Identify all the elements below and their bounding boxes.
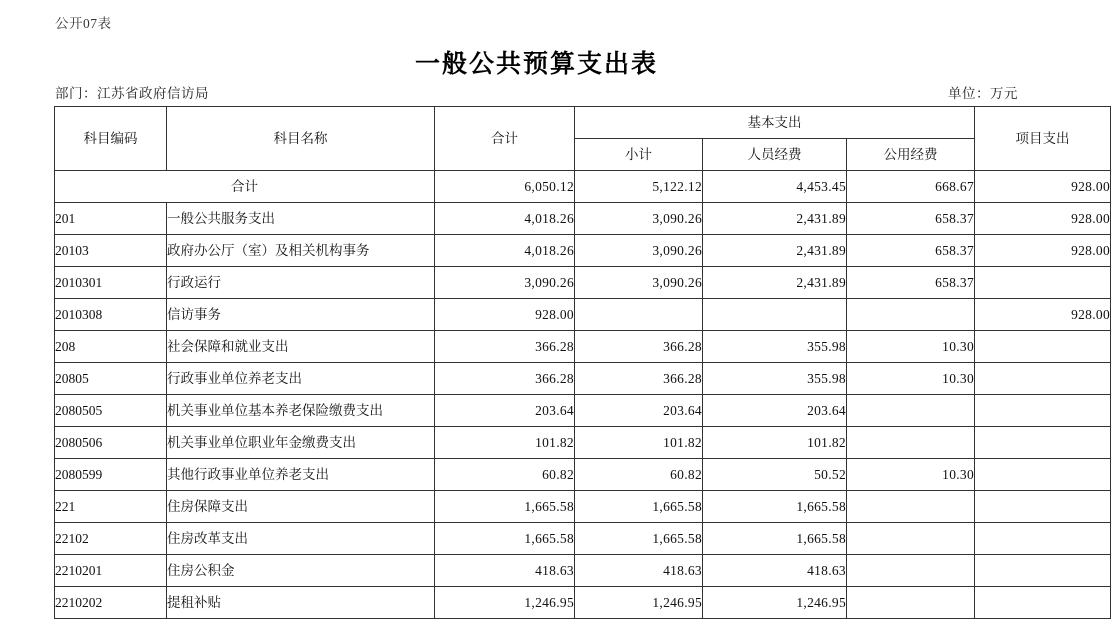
row-project [975, 363, 1111, 395]
row-basic-subtotal: 1,665.58 [575, 523, 703, 555]
row-total: 366.28 [435, 363, 575, 395]
row-basic-subtotal: 60.82 [575, 459, 703, 491]
table-row [55, 555, 1111, 587]
row-total: 366.28 [435, 331, 575, 363]
table-row [55, 171, 1111, 203]
header-total: 合计 [435, 107, 575, 171]
row-project: 928.00 [975, 203, 1111, 235]
row-public: 658.37 [847, 235, 975, 267]
header-name: 科目名称 [167, 107, 435, 171]
row-code: 201 [55, 203, 167, 235]
row-project: 928.00 [975, 171, 1111, 203]
row-project [975, 459, 1111, 491]
row-name: 机关事业单位基本养老保险缴费支出 [167, 395, 435, 427]
row-total: 60.82 [435, 459, 575, 491]
row-total-label: 合计 [55, 171, 435, 203]
row-public [847, 427, 975, 459]
row-personnel: 2,431.89 [703, 267, 847, 299]
row-personnel: 101.82 [703, 427, 847, 459]
row-name: 行政运行 [167, 267, 435, 299]
row-personnel: 2,431.89 [703, 235, 847, 267]
row-basic-subtotal: 203.64 [575, 395, 703, 427]
row-project [975, 267, 1111, 299]
row-code: 2080506 [55, 427, 167, 459]
row-project [975, 395, 1111, 427]
row-name: 社会保障和就业支出 [167, 331, 435, 363]
row-code: 208 [55, 331, 167, 363]
row-name: 其他行政事业单位养老支出 [167, 459, 435, 491]
row-basic-subtotal: 101.82 [575, 427, 703, 459]
row-total: 3,090.26 [435, 267, 575, 299]
row-code: 2080505 [55, 395, 167, 427]
table-row [55, 523, 1111, 555]
header-basic-subtotal: 小计 [575, 139, 703, 171]
row-project [975, 427, 1111, 459]
row-public: 658.37 [847, 203, 975, 235]
row-name: 行政事业单位养老支出 [167, 363, 435, 395]
row-code: 2010308 [55, 299, 167, 331]
row-personnel: 355.98 [703, 331, 847, 363]
form-code: 公开07表 [55, 16, 112, 31]
row-personnel: 1,665.58 [703, 491, 847, 523]
row-code: 2080599 [55, 459, 167, 491]
row-project [975, 555, 1111, 587]
row-total: 4,018.26 [435, 235, 575, 267]
table-row [55, 427, 1111, 459]
row-project [975, 587, 1111, 619]
row-total: 418.63 [435, 555, 575, 587]
row-basic-subtotal: 366.28 [575, 331, 703, 363]
row-name: 住房保障支出 [167, 491, 435, 523]
row-name: 住房改革支出 [167, 523, 435, 555]
row-public [847, 491, 975, 523]
row-project [975, 331, 1111, 363]
table-body [55, 171, 1111, 619]
row-basic-subtotal [575, 299, 703, 331]
row-code: 20103 [55, 235, 167, 267]
header-personnel: 人员经费 [703, 139, 847, 171]
row-personnel: 4,453.45 [703, 171, 847, 203]
row-total: 1,246.95 [435, 587, 575, 619]
table-row [55, 491, 1111, 523]
row-total: 1,665.58 [435, 523, 575, 555]
row-personnel: 418.63 [703, 555, 847, 587]
row-project [975, 523, 1111, 555]
row-public [847, 523, 975, 555]
budget-table [54, 106, 1111, 619]
row-total: 928.00 [435, 299, 575, 331]
header-code: 科目编码 [55, 107, 167, 171]
table-row [55, 267, 1111, 299]
row-name: 一般公共服务支出 [167, 203, 435, 235]
table-row [55, 235, 1111, 267]
header-basic-expenditure: 基本支出 [575, 107, 975, 139]
row-basic-subtotal: 3,090.26 [575, 203, 703, 235]
row-personnel: 355.98 [703, 363, 847, 395]
row-name: 信访事务 [167, 299, 435, 331]
row-name: 政府办公厅（室）及相关机构事务 [167, 235, 435, 267]
row-public: 10.30 [847, 331, 975, 363]
table-row [55, 587, 1111, 619]
row-public: 10.30 [847, 363, 975, 395]
page-title: 一般公共预算支出表 [414, 51, 658, 78]
row-personnel: 1,246.95 [703, 587, 847, 619]
row-code: 2210202 [55, 587, 167, 619]
row-name: 住房公积金 [167, 555, 435, 587]
row-code: 221 [55, 491, 167, 523]
row-code: 20805 [55, 363, 167, 395]
row-project [975, 491, 1111, 523]
row-basic-subtotal: 3,090.26 [575, 267, 703, 299]
row-basic-subtotal: 366.28 [575, 363, 703, 395]
table-row [55, 331, 1111, 363]
table-row [55, 299, 1111, 331]
row-basic-subtotal: 3,090.26 [575, 235, 703, 267]
row-total: 4,018.26 [435, 203, 575, 235]
row-project: 928.00 [975, 299, 1111, 331]
row-personnel: 2,431.89 [703, 203, 847, 235]
row-basic-subtotal: 5,122.12 [575, 171, 703, 203]
row-project: 928.00 [975, 235, 1111, 267]
row-public [847, 555, 975, 587]
row-personnel: 50.52 [703, 459, 847, 491]
header-row-1 [55, 107, 1111, 139]
row-public: 658.37 [847, 267, 975, 299]
row-code: 2210201 [55, 555, 167, 587]
table-row [55, 459, 1111, 491]
table-row [55, 203, 1111, 235]
row-basic-subtotal: 1,665.58 [575, 491, 703, 523]
table-header [55, 107, 1111, 171]
row-total: 1,665.58 [435, 491, 575, 523]
row-personnel: 1,665.58 [703, 523, 847, 555]
row-basic-subtotal: 1,246.95 [575, 587, 703, 619]
row-personnel [703, 299, 847, 331]
unit-label: 单位：万元 [948, 86, 1018, 101]
table-row [55, 395, 1111, 427]
row-public: 10.30 [847, 459, 975, 491]
header-project: 项目支出 [975, 107, 1111, 171]
row-basic-subtotal: 418.63 [575, 555, 703, 587]
meta-row [55, 82, 1018, 100]
row-total: 203.64 [435, 395, 575, 427]
row-name: 机关事业单位职业年金缴费支出 [167, 427, 435, 459]
row-public [847, 395, 975, 427]
row-personnel: 203.64 [703, 395, 847, 427]
row-code: 22102 [55, 523, 167, 555]
row-public [847, 587, 975, 619]
department-label: 部门：江苏省政府信访局 [55, 86, 209, 101]
row-public [847, 299, 975, 331]
row-public: 668.67 [847, 171, 975, 203]
table-row [55, 363, 1111, 395]
header-public: 公用经费 [847, 139, 975, 171]
row-code: 2010301 [55, 267, 167, 299]
row-name: 提租补贴 [167, 587, 435, 619]
row-total: 101.82 [435, 427, 575, 459]
row-total: 6,050.12 [435, 171, 575, 203]
